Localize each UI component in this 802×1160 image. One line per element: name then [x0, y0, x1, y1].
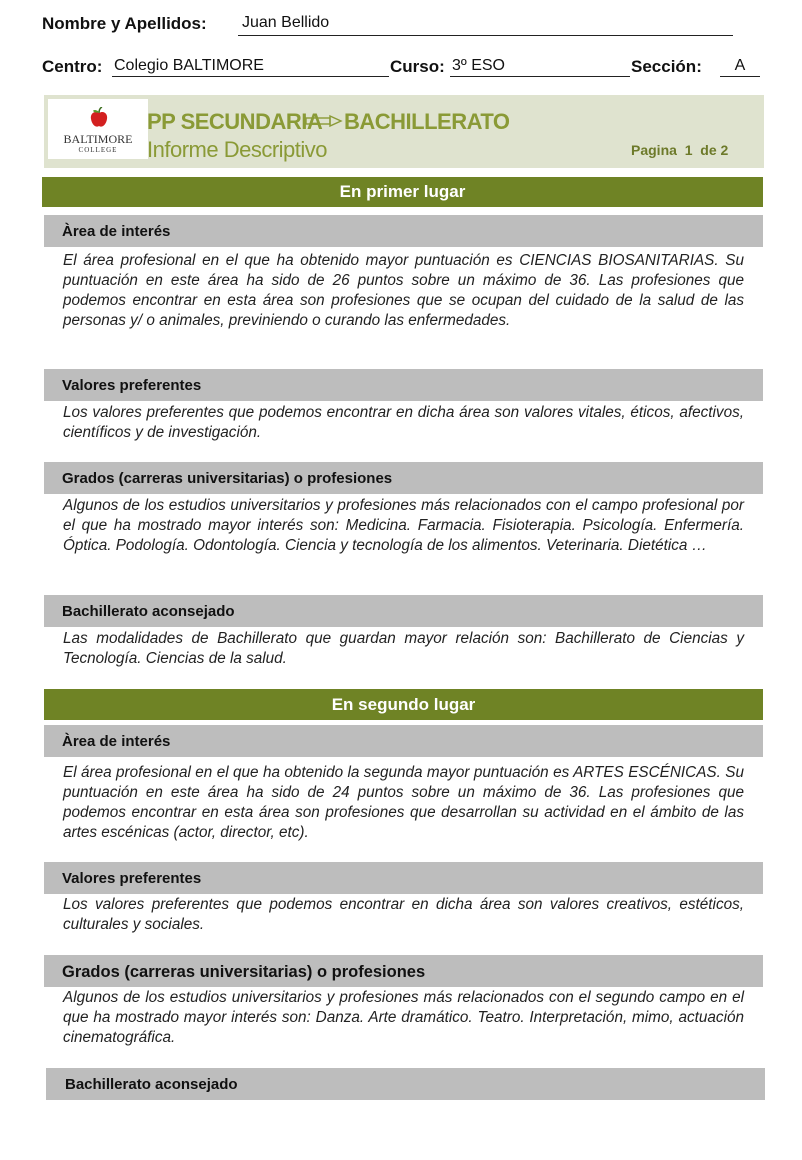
second-grados-heading: Grados (carreras universitarias) o profesiones	[44, 955, 763, 987]
report-subtitle: Informe Descriptivo	[147, 137, 328, 162]
second-grados-text: Algunos de los estudios universitarios y profesiones más relacionados con el segundo campo en el que ha mostrado mayor interés son: Danza. Arte dramático. Teatro. Interpretación, mimo, actuación cinematográfica.	[63, 989, 744, 1046]
nombre-field	[238, 14, 733, 36]
centro-field	[112, 57, 389, 77]
first-area-heading: Àrea de interés	[44, 215, 763, 247]
curso-label: Curso:	[390, 57, 445, 76]
section-title-second: En segundo lugar	[44, 689, 763, 720]
second-bach-heading: Bachillerato aconsejado	[46, 1068, 765, 1100]
page-indicator	[631, 142, 728, 158]
first-valores-heading: Valores preferentes	[44, 369, 763, 401]
nombre-value: Juan Bellido	[242, 14, 330, 31]
curso-value: 3º ESO	[452, 57, 505, 74]
second-valores-heading: Valores preferentes	[44, 862, 763, 894]
logo-text: BALTIMORE	[63, 132, 133, 146]
page-number: 1	[684, 142, 693, 158]
seccion-value: A	[734, 57, 746, 74]
seccion-label: Sección:	[631, 57, 702, 76]
first-bach-heading: Bachillerato aconsejado	[44, 595, 763, 627]
first-grados-text: Algunos de los estudios universitarios y profesiones más relacionados con el campo profesional por el que ha mostrado mayor interés son: Medicina. Farmacia. Fisioterapia. Psicología. Enfermería. Óptica. Podología. Odontología. Ciencia y tecnología de los alimentos. Veterinaria. Dietética …	[63, 497, 744, 554]
apple-icon	[88, 107, 110, 129]
first-area-text: El área profesional en el que ha obtenido mayor puntuación es CIENCIAS BIOSANITARIAS. Su puntuación en este área ha sido de 26 puntos sobre un máximo de 36. Las profesiones que podemos encontrar en esta área son profesiones que se ocupan del cuidado de la salud de las personas y/ o animales, previniendo o curando las enfermedades.	[63, 252, 744, 329]
nombre-label: Nombre y Apellidos:	[42, 14, 207, 33]
page-label: Pagina	[631, 142, 677, 158]
seccion-field	[720, 57, 760, 77]
school-logo	[48, 99, 148, 159]
title-bachillerato: BACHILLERATO	[344, 109, 510, 134]
page-total: de 2	[700, 142, 729, 158]
curso-field	[450, 57, 630, 77]
first-bach-text: Las modalidades de Bachillerato que guardan mayor relación son: Bachillerato de Ciencias y Tecnología. Ciencias de la salud.	[63, 630, 744, 667]
second-area-heading: Àrea de interés	[44, 725, 763, 757]
section-title-first: En primer lugar	[42, 177, 763, 207]
title-secundaria: PP SECUNDARIA	[147, 109, 323, 134]
centro-value: Colegio BALTIMORE	[114, 57, 264, 74]
first-grados-heading: Grados (carreras universitarias) o profesiones	[44, 462, 763, 494]
arrow-right-icon	[305, 114, 343, 128]
report-banner	[44, 95, 764, 168]
centro-label: Centro:	[42, 57, 103, 76]
first-valores-text: Los valores preferentes que podemos encontrar en dicha área son valores vitales, éticos, afectivos, científicos y de investigación.	[63, 404, 744, 441]
second-area-text: El área profesional en el que ha obtenido la segunda mayor puntuación es ARTES ESCÉNICAS. Su puntuación en este área ha sido de 24 puntos sobre un máximo de 36. Las profesiones que podemos encontrar en esta área son profesiones que desarrollan su actividad en el ámbito de las artes escénicas (actor, director, etc).	[63, 764, 744, 841]
second-valores-text: Los valores preferentes que podemos encontrar en dicha área son valores creativos, estéticos, culturales y sociales.	[63, 896, 744, 933]
logo-subtext: COLLEGE	[78, 146, 118, 154]
